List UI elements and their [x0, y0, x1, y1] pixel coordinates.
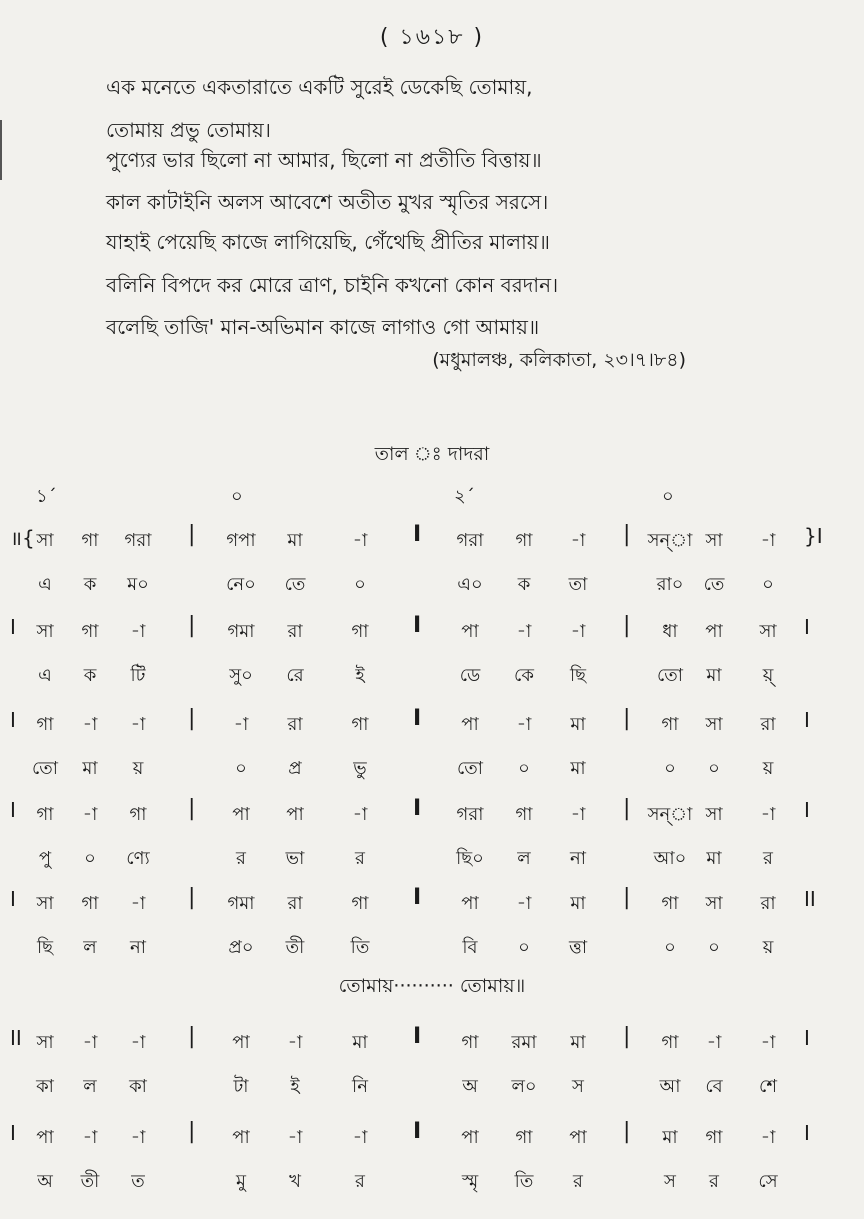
swara-cell: গরা [456, 804, 484, 825]
bani-cell: স্মৃ [461, 1171, 479, 1192]
swara-cell: মা [570, 714, 586, 735]
swara-cell: পা [461, 621, 479, 642]
bani-cell: ই [355, 665, 365, 686]
bani-cell: টি [130, 665, 146, 686]
bani-cell: য়্ [762, 665, 774, 686]
swara-cell: গমা [227, 893, 255, 914]
swara-cell: সন্‌া [647, 530, 693, 551]
swara-cell: -া [516, 893, 532, 914]
swara-cell: -া [82, 1127, 98, 1148]
row-start-barline: ॥{ [10, 526, 35, 550]
refrain-line: তোমায়·········· তোমায়॥ [338, 975, 526, 997]
swara-cell: -া [760, 1127, 776, 1148]
lyric-line: পুণ্যের ভার ছিলো না আমার, ছিলো না প্রতীতি বিত্তায়॥ [106, 148, 542, 172]
bani-cell: মা [706, 848, 722, 869]
vibhag-barline: | [188, 706, 196, 731]
taal-heading: তাল ঃ দাদরা [374, 443, 490, 465]
swara-cell: গা [461, 1032, 479, 1053]
swara-cell: গা [705, 1127, 723, 1148]
row-end-barline: II [804, 887, 816, 911]
swara-cell: সা [36, 530, 54, 551]
bani-cell: কে [514, 665, 534, 686]
bani-cell: ক [83, 665, 97, 686]
vibhag-barline: I [413, 1119, 422, 1144]
bani-cell: ল [517, 848, 531, 869]
row-end-barline: I [804, 1026, 810, 1050]
row-end-barline: I [804, 798, 810, 822]
bani-cell: ০ [518, 937, 530, 958]
swara-cell: গা [515, 530, 533, 551]
row-start-barline: II [10, 1026, 22, 1050]
bani-cell: ত [131, 1171, 145, 1192]
swara-cell: গা [129, 804, 147, 825]
bani-cell: ০ [235, 758, 247, 779]
swara-cell: পা [232, 1127, 250, 1148]
vibhag-barline: | [188, 1024, 196, 1049]
swara-cell: রা [760, 893, 776, 914]
swara-cell: -া [760, 804, 776, 825]
row-start-barline: I [10, 1121, 16, 1145]
swara-cell: গা [515, 804, 533, 825]
swara-cell: গা [81, 621, 99, 642]
bani-cell: ০ [762, 574, 774, 595]
bani-cell: রে [286, 665, 304, 686]
swara-cell: -া [516, 714, 532, 735]
swara-cell: মা [287, 530, 303, 551]
swara-cell: গা [36, 714, 54, 735]
vibhag-barline: | [623, 796, 631, 821]
bani-cell: ম০ [127, 574, 149, 595]
bani-cell: ভু [353, 758, 367, 779]
vibhag-barline: | [188, 613, 196, 638]
bani-cell: ছি [569, 665, 587, 686]
row-start-barline: I [10, 798, 16, 822]
vibhag-barline: I [413, 885, 422, 910]
swara-cell: রা [760, 714, 776, 735]
swara-cell: গা [661, 893, 679, 914]
swara-cell: পা [461, 1127, 479, 1148]
swara-cell: -া [570, 621, 586, 642]
swara-cell: গা [661, 1032, 679, 1053]
bani-cell: আ [659, 1076, 681, 1097]
swara-cell: পা [36, 1127, 54, 1148]
bani-cell: ডে [459, 665, 481, 686]
swara-cell: গা [515, 1127, 533, 1148]
swara-cell: সা [705, 714, 723, 735]
swara-cell: -া [706, 1032, 722, 1053]
row-start-barline: I [10, 708, 16, 732]
scan-edge-mark [0, 120, 2, 180]
swara-cell: -া [570, 804, 586, 825]
bani-cell: ০ [354, 574, 366, 595]
swara-cell: গরা [124, 530, 152, 551]
bani-cell: তী [80, 1171, 100, 1192]
bani-cell: ই [290, 1076, 300, 1097]
vibhag-barline: | [623, 613, 631, 638]
swara-cell: সা [705, 893, 723, 914]
swara-cell: সা [36, 621, 54, 642]
swara-cell: পা [232, 804, 250, 825]
swara-cell: গা [351, 893, 369, 914]
bani-cell: তী [285, 937, 305, 958]
bani-cell: ক [83, 574, 97, 595]
swara-cell: -া [287, 1127, 303, 1148]
bani-cell: তো [656, 665, 684, 686]
bani-cell: ০ [518, 758, 530, 779]
swara-cell: -া [516, 621, 532, 642]
swara-cell: -া [352, 530, 368, 551]
bani-cell: প্র০ [228, 937, 254, 958]
swara-cell: গা [351, 714, 369, 735]
source-citation: (মধুমালঞ্চ, কলিকাতা, ২৩।৭।৮৪) [432, 349, 686, 371]
lyric-line: বলেছি তাজি' মান-অভিমান কাজে লাগাও গো আমায়॥ [106, 315, 540, 339]
vibhag-barline: | [188, 796, 196, 821]
swara-cell: -া [130, 1032, 146, 1053]
swara-cell: মা [570, 1032, 586, 1053]
bani-cell: র [763, 848, 773, 869]
bani-cell: ০ [708, 937, 720, 958]
bani-cell: র [355, 1171, 365, 1192]
swara-cell: -া [130, 714, 146, 735]
row-end-barline: I [804, 615, 810, 639]
bani-cell: রা০ [656, 574, 684, 595]
swara-cell: পা [461, 714, 479, 735]
lyric-line: কাল কাটাইনি অলস আবেশে অতীত মুখর স্মৃতির সরসে। [106, 190, 549, 214]
row-end-barline: I [804, 1121, 810, 1145]
vibhag-barline: | [623, 706, 631, 731]
swara-cell: -া [130, 893, 146, 914]
row-end-barline: }I [804, 524, 823, 548]
swara-cell: সা [759, 621, 777, 642]
swara-cell: সা [705, 530, 723, 551]
swara-cell: মা [662, 1127, 678, 1148]
bani-cell: এ০ [457, 574, 483, 595]
bani-cell: মু [236, 1171, 246, 1192]
bani-cell: ক [517, 574, 531, 595]
swara-cell: গরা [456, 530, 484, 551]
bani-cell: ভা [285, 848, 305, 869]
bani-cell: না [130, 937, 146, 958]
swara-cell: সা [36, 893, 54, 914]
page-number: ( ১৬১৮ ) [379, 25, 485, 50]
vibhag-barline: I [413, 1024, 422, 1049]
vibhag-barline: I [413, 706, 422, 731]
bani-cell: ল০ [511, 1076, 537, 1097]
lyric-line: বলিনি বিপদে কর মোরে ত্রাণ, চাইনি কখনো কোন বরদান। [106, 273, 559, 297]
bani-cell: ০ [708, 758, 720, 779]
swara-cell: -া [82, 714, 98, 735]
bani-cell: টা [233, 1076, 249, 1097]
bani-cell: তে [284, 574, 306, 595]
bani-cell: র [573, 1171, 583, 1192]
bani-cell: র [355, 848, 365, 869]
swara-cell: পা [461, 893, 479, 914]
swara-cell: সা [36, 1032, 54, 1053]
bani-cell: য় [762, 758, 774, 779]
bani-cell: ল [83, 937, 97, 958]
bani-cell: নে০ [226, 574, 256, 595]
swara-cell: গমা [227, 621, 255, 642]
bani-cell: শে [759, 1076, 777, 1097]
vibhag-barline: I [413, 522, 422, 547]
bani-cell: না [570, 848, 586, 869]
bani-cell: তা [568, 574, 588, 595]
bani-cell: তো [31, 758, 59, 779]
bani-cell: অ [462, 1076, 478, 1097]
bani-cell: ছি০ [456, 848, 484, 869]
swara-cell: সন্‌া [647, 804, 693, 825]
vibhag-barline: I [413, 796, 422, 821]
bani-cell: অ [37, 1171, 53, 1192]
swara-cell: পা [569, 1127, 587, 1148]
row-end-barline: I [804, 708, 810, 732]
bani-cell: ০ [84, 848, 96, 869]
bani-cell: ছি [36, 937, 54, 958]
swara-cell: -া [233, 714, 249, 735]
bani-cell: ল [83, 1076, 97, 1097]
bani-cell: ০ [664, 758, 676, 779]
swara-cell: গা [81, 893, 99, 914]
swara-cell: -া [82, 804, 98, 825]
bani-cell: স [572, 1076, 584, 1097]
bani-cell: নি [352, 1076, 368, 1097]
vibhag-barline: I [413, 613, 422, 638]
bani-cell: প্র [288, 758, 302, 779]
swara-cell: সা [705, 804, 723, 825]
lyric-line: যাহাই পেয়েছি কাজে লাগিয়েছি, গেঁথেছি প্রীতির মালায়॥ [106, 230, 550, 254]
swara-cell: রা [287, 893, 303, 914]
bani-cell: ত্তা [568, 937, 588, 958]
swara-cell: -া [82, 1032, 98, 1053]
swara-cell: গা [36, 804, 54, 825]
vibhag-barline: | [188, 885, 196, 910]
swara-cell: -া [570, 530, 586, 551]
bani-cell: কা [36, 1076, 54, 1097]
bani-cell: খ [289, 1171, 301, 1192]
bani-cell: আ০ [653, 848, 687, 869]
bani-cell: র [709, 1171, 719, 1192]
swara-cell: -া [352, 804, 368, 825]
vibhag-barline: | [188, 522, 196, 547]
swara-cell: -া [760, 1032, 776, 1053]
swara-cell: মা [352, 1032, 368, 1053]
swara-cell: গা [351, 621, 369, 642]
bani-cell: পু [38, 848, 52, 869]
vibhag-barline: | [623, 1024, 631, 1049]
swara-cell: পা [232, 1032, 250, 1053]
swara-cell: মা [570, 893, 586, 914]
swara-cell: পা [705, 621, 723, 642]
bani-cell: স [664, 1171, 676, 1192]
bani-cell: মা [82, 758, 98, 779]
bani-cell: তো [456, 758, 484, 779]
bani-cell: বি [462, 937, 478, 958]
lyric-line: এক মনেতে একতারাতে একটি সুরেই ডেকেছি তোমায়, [106, 75, 533, 99]
bani-cell: তি [350, 937, 370, 958]
bani-cell: য় [762, 937, 774, 958]
bani-cell: এ [38, 665, 52, 686]
swara-cell: পা [286, 804, 304, 825]
bani-cell: তে [703, 574, 725, 595]
swara-cell: -া [130, 1127, 146, 1148]
lyric-line: তোমায় প্রভু তোমায়। [106, 118, 271, 142]
bani-cell: বে [705, 1076, 723, 1097]
bani-cell: য় [132, 758, 144, 779]
vibhag-barline: | [188, 1119, 196, 1144]
swara-cell: গা [661, 714, 679, 735]
vibhag-barline: | [623, 522, 631, 547]
bani-cell: মা [706, 665, 722, 686]
swara-cell: রমা [511, 1032, 537, 1053]
row-start-barline: I [10, 887, 16, 911]
bani-cell: এ [38, 574, 52, 595]
beat-mark: ১´ [36, 486, 57, 507]
swara-cell: রা [287, 621, 303, 642]
swara-cell: -া [130, 621, 146, 642]
swara-cell: -া [287, 1032, 303, 1053]
bani-cell: তি [514, 1171, 534, 1192]
row-start-barline: I [10, 615, 16, 639]
swara-cell: গা [81, 530, 99, 551]
bani-cell: র [236, 848, 246, 869]
bani-cell: সে [758, 1171, 778, 1192]
swara-cell: গপা [226, 530, 256, 551]
bani-cell: কা [129, 1076, 147, 1097]
bani-cell: মা [570, 758, 586, 779]
bani-cell: ণ্যে [126, 848, 150, 869]
beat-mark: ০ [231, 486, 243, 507]
beat-mark: ০ [662, 486, 674, 507]
vibhag-barline: | [623, 885, 631, 910]
swara-cell: -া [760, 530, 776, 551]
swara-cell: রা [287, 714, 303, 735]
bani-cell: সু০ [229, 665, 253, 686]
vibhag-barline: | [623, 1119, 631, 1144]
swara-cell: -া [352, 1127, 368, 1148]
beat-mark: ২´ [454, 486, 475, 507]
swara-cell: ধা [662, 621, 678, 642]
bani-cell: ০ [664, 937, 676, 958]
